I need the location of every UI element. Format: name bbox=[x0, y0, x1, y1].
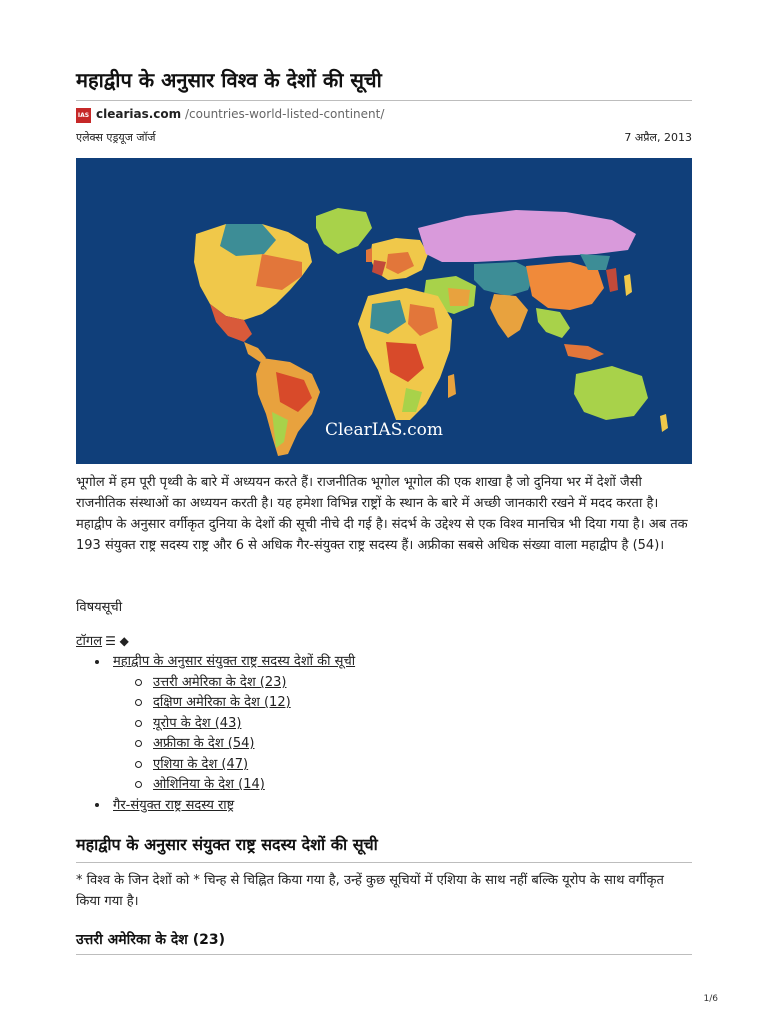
toc-link[interactable]: यूरोप के देश (43) bbox=[153, 716, 242, 731]
world-map-graphic bbox=[76, 158, 692, 464]
site-favicon-icon: IAS bbox=[76, 108, 91, 123]
toc-item-main[interactable] bbox=[113, 651, 355, 669]
toc-item-south-america[interactable] bbox=[153, 692, 291, 710]
list-toggle-icon[interactable]: ☰ ◆ bbox=[105, 634, 129, 648]
article-author: एलेक्स एड्रयूज जॉर्ज bbox=[76, 131, 156, 144]
toc-link[interactable]: अफ्रीका के देश (54) bbox=[153, 736, 255, 751]
toc-toggle-link[interactable] bbox=[76, 631, 129, 649]
map-watermark-brand: ClearIAS.com bbox=[324, 420, 444, 440]
page-number: 1/6 bbox=[703, 994, 718, 1004]
bullet-circle-icon bbox=[135, 679, 142, 686]
toc-link[interactable]: ओशिनिया के देश (14) bbox=[153, 777, 265, 792]
toc-item-asia[interactable] bbox=[153, 754, 248, 772]
intro-paragraph: भूगोल में हम पूरी पृथ्वी के बारे में अध्ययन करते हैं। राजनीतिक भूगोल भूगोल की एक शाखा है जो दुनिया भर में देशों जैसी राजनीतिक संस्थाओं का अध्ययन करती है। यह हमेशा विभिन्न राष्ट्रों के स्थान के बारे में अच्छी जानकारी रखने में मदद करता है। महाद्वीप के अनुसार वर्गीकृत दुनिया के देशों की सूची नीचे दी गई है। संदर्भ के उद्देश्य से एक विश्व मानचित्र भी दिया गया है। अब तक 193 संयुक्त राष्ट्र सदस्य राष्ट्र और 6 से अधिक गैर-संयुक्त राष्ट्र सदस्य हैं। अफ्रीका सबसे अधिक संख्या वाला महाद्वीप है (54)। bbox=[76, 475, 688, 553]
section-divider bbox=[76, 862, 692, 863]
toc-toggle-label[interactable]: टॉगल bbox=[76, 634, 103, 649]
section-heading: महाद्वीप के अनुसार संयुक्त राष्ट्र सदस्य देशों की सूची bbox=[76, 835, 378, 854]
toc-link[interactable]: गैर-संयुक्त राष्ट्र सदस्य राष्ट्र bbox=[113, 798, 235, 813]
subsection-divider bbox=[76, 954, 692, 955]
toc-link[interactable]: उत्तरी अमेरिका के देश (23) bbox=[153, 675, 287, 690]
article-title: महाद्वीप के अनुसार विश्व के देशों की सूची bbox=[76, 68, 382, 92]
article-date: 7 अप्रैल, 2013 bbox=[624, 131, 692, 144]
subsection-heading: उत्तरी अमेरिका के देश (23) bbox=[76, 932, 225, 948]
source-link[interactable] bbox=[96, 107, 384, 121]
bullet-disc-icon bbox=[95, 803, 99, 807]
bullet-circle-icon bbox=[135, 781, 142, 788]
toc-title: विषयसूची bbox=[76, 600, 123, 615]
title-divider bbox=[76, 100, 692, 101]
world-map-image bbox=[76, 158, 692, 464]
bullet-circle-icon bbox=[135, 720, 142, 727]
bullet-circle-icon bbox=[135, 740, 142, 747]
toc-item-non-un[interactable] bbox=[113, 795, 234, 813]
toc-link[interactable]: दक्षिण अमेरिका के देश (12) bbox=[153, 695, 291, 710]
toc-item-africa[interactable] bbox=[153, 733, 254, 751]
bullet-circle-icon bbox=[135, 761, 142, 768]
source-path[interactable]: /countries-world-listed-continent/ bbox=[184, 107, 385, 121]
toc-link[interactable]: एशिया के देश (47) bbox=[153, 757, 249, 772]
section-note: * विश्व के जिन देशों को * चिन्ह से चिह्नित किया गया है, उन्हें कुछ सूचियों में एशिया के साथ नहीं बल्कि यूरोप के साथ वर्गीकृत किया गया है। bbox=[76, 873, 664, 909]
toc-item-north-america[interactable] bbox=[153, 672, 286, 690]
bullet-disc-icon bbox=[95, 660, 99, 664]
toc-item-oceania[interactable] bbox=[153, 774, 265, 792]
toc-item-europe[interactable] bbox=[153, 713, 241, 731]
bullet-circle-icon bbox=[135, 699, 142, 706]
toc-link[interactable]: महाद्वीप के अनुसार संयुक्त राष्ट्र सदस्य देशों की सूची bbox=[113, 654, 356, 669]
source-domain[interactable]: clearias.com bbox=[96, 107, 182, 121]
